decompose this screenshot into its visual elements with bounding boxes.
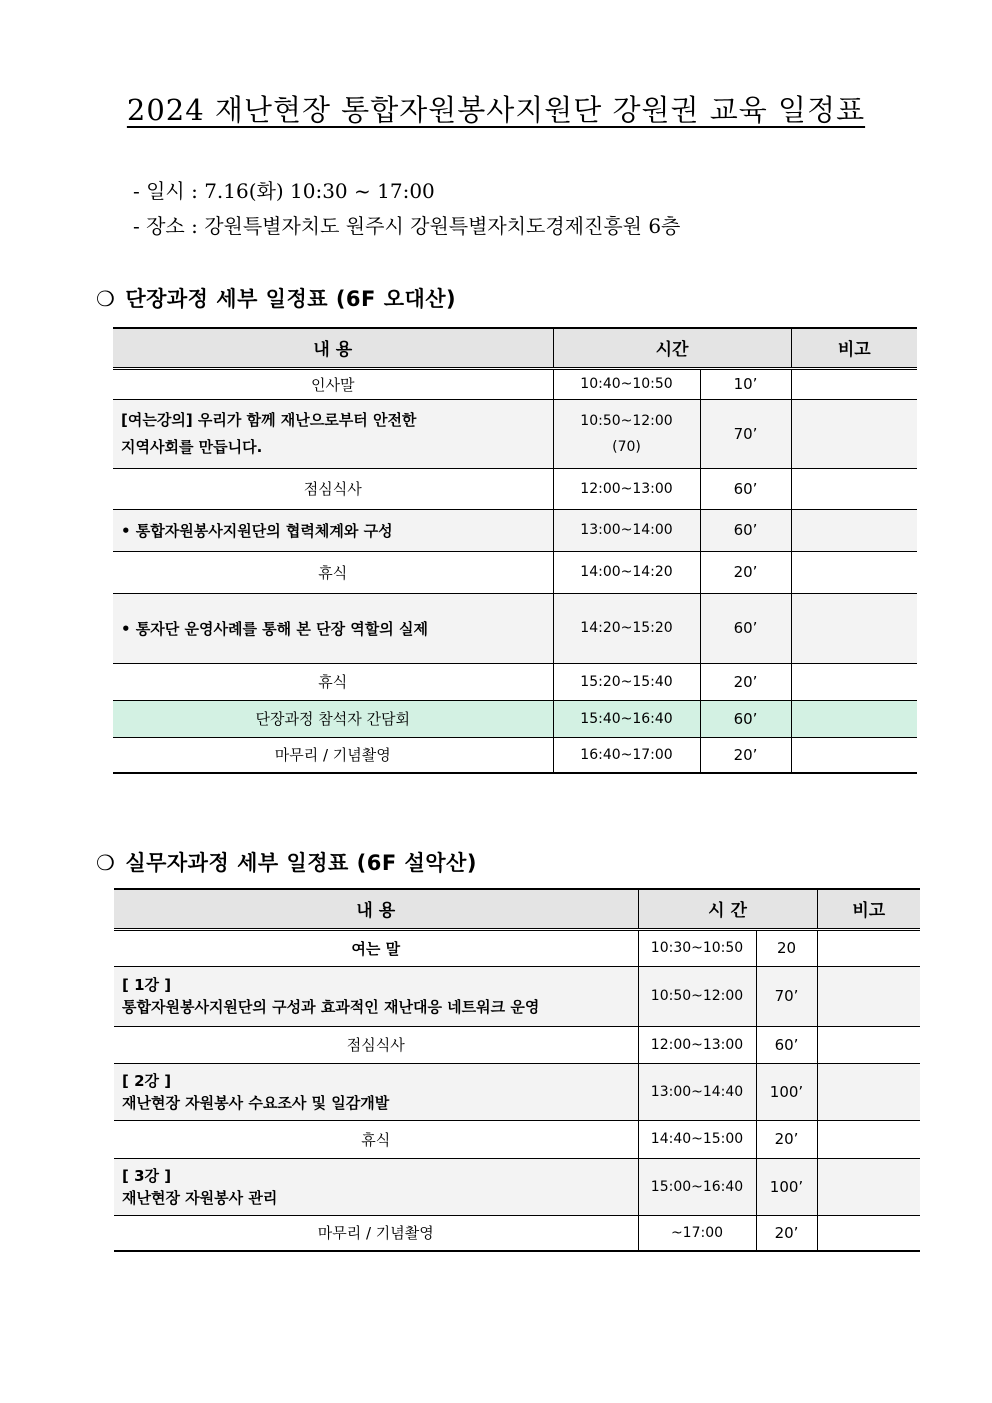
row-time: 13:00~14:00 bbox=[553, 509, 700, 551]
header-note: 비고 bbox=[817, 889, 920, 929]
row-minutes: 20 bbox=[756, 929, 817, 966]
row-time: 10:50~12:00 (70) bbox=[553, 399, 700, 468]
row-minutes: 20’ bbox=[756, 1120, 817, 1158]
row-content: • 통합자원봉사지원단의 협력체계와 구성 bbox=[113, 509, 553, 551]
row-minutes: 60’ bbox=[700, 509, 791, 551]
row-content: 휴식 bbox=[113, 551, 553, 593]
row-content: 휴식 bbox=[113, 663, 553, 700]
table-row bbox=[113, 468, 917, 509]
header-content: 내 용 bbox=[114, 889, 638, 929]
row-minutes: 20’ bbox=[700, 737, 791, 773]
table-header-row bbox=[113, 328, 917, 368]
row-note bbox=[791, 368, 917, 399]
row-note bbox=[791, 700, 917, 737]
table-row bbox=[113, 509, 917, 551]
row-content: • 통자단 운영사례를 통해 본 단장 역할의 실제 bbox=[113, 593, 553, 663]
table-row bbox=[113, 700, 917, 737]
row-time: 10:50~12:00 bbox=[638, 966, 756, 1026]
row-note bbox=[791, 551, 917, 593]
row-minutes: 70’ bbox=[700, 399, 791, 468]
table-row bbox=[113, 551, 917, 593]
section1-title: ❍ 단장과정 세부 일정표 (6F 오대산) bbox=[96, 287, 457, 311]
table-row bbox=[114, 1120, 920, 1158]
row-note bbox=[817, 1120, 920, 1158]
row-note bbox=[817, 966, 920, 1026]
row-content: 마무리 / 기념촬영 bbox=[114, 1215, 638, 1251]
section2-table bbox=[114, 888, 920, 1252]
row-content: 휴식 bbox=[114, 1120, 638, 1158]
section2-title: ❍ 실무자과정 세부 일정표 (6F 설악산) bbox=[96, 851, 477, 875]
table-row bbox=[113, 399, 917, 468]
row-content: 점심식사 bbox=[113, 468, 553, 509]
table-row bbox=[114, 929, 920, 966]
info-date: - 일시 : 7.16(화) 10:30 ~ 17:00 bbox=[133, 179, 435, 203]
row-minutes: 100’ bbox=[756, 1158, 817, 1215]
row-time: 10:30~10:50 bbox=[638, 929, 756, 966]
table-row bbox=[113, 663, 917, 700]
row-time: 10:40~10:50 bbox=[553, 368, 700, 399]
table-row bbox=[114, 1158, 920, 1215]
row-note bbox=[817, 1063, 920, 1120]
row-note bbox=[817, 1215, 920, 1251]
table-row bbox=[114, 1026, 920, 1063]
row-minutes: 20’ bbox=[700, 663, 791, 700]
table-row bbox=[113, 593, 917, 663]
table-row bbox=[114, 1215, 920, 1251]
row-content: 여는 말 bbox=[114, 929, 638, 966]
row-content: 인사말 bbox=[113, 368, 553, 399]
row-note bbox=[791, 399, 917, 468]
header-time: 시간 bbox=[553, 328, 791, 368]
row-note bbox=[791, 593, 917, 663]
row-time: 13:00~14:40 bbox=[638, 1063, 756, 1120]
row-time: 14:20~15:20 bbox=[553, 593, 700, 663]
page-title: 2024 재난현장 통합자원봉사지원단 강원권 교육 일정표 bbox=[126, 93, 866, 127]
row-minutes: 70’ bbox=[756, 966, 817, 1026]
row-note bbox=[817, 1158, 920, 1215]
row-content: [여는강의] 우리가 함께 재난으로부터 안전한 지역사회를 만듭니다. bbox=[113, 399, 553, 468]
row-minutes: 60’ bbox=[756, 1026, 817, 1063]
table-row bbox=[113, 368, 917, 399]
row-minutes: 60’ bbox=[700, 593, 791, 663]
table-row bbox=[114, 1063, 920, 1120]
row-content: [ 2강 ] 재난현장 자원봉사 수요조사 및 일감개발 bbox=[114, 1063, 638, 1120]
row-time: 12:00~13:00 bbox=[638, 1026, 756, 1063]
row-content: [ 1강 ] 통합자원봉사지원단의 구성과 효과적인 재난대응 네트워크 운영 bbox=[114, 966, 638, 1026]
row-note bbox=[791, 468, 917, 509]
row-time: 14:40~15:00 bbox=[638, 1120, 756, 1158]
row-minutes: 100’ bbox=[756, 1063, 817, 1120]
row-minutes: 60’ bbox=[700, 700, 791, 737]
section1-table bbox=[113, 327, 917, 774]
row-note bbox=[817, 1026, 920, 1063]
row-minutes: 60’ bbox=[700, 468, 791, 509]
row-note bbox=[791, 663, 917, 700]
header-note: 비고 bbox=[791, 328, 917, 368]
row-note bbox=[817, 929, 920, 966]
row-time: 12:00~13:00 bbox=[553, 468, 700, 509]
circle-bullet-icon: ❍ bbox=[96, 287, 116, 311]
table-row bbox=[114, 966, 920, 1026]
row-note bbox=[791, 509, 917, 551]
row-content: 마무리 / 기념촬영 bbox=[113, 737, 553, 773]
header-time: 시 간 bbox=[638, 889, 817, 929]
info-place: - 장소 : 강원특별자치도 원주시 강원특별자치도경제진흥원 6층 bbox=[133, 214, 681, 238]
row-time: 15:40~16:40 bbox=[553, 700, 700, 737]
row-time: 15:00~16:40 bbox=[638, 1158, 756, 1215]
table-row bbox=[113, 737, 917, 773]
row-note bbox=[791, 737, 917, 773]
row-minutes: 10’ bbox=[700, 368, 791, 399]
row-content: [ 3강 ] 재난현장 자원봉사 관리 bbox=[114, 1158, 638, 1215]
row-minutes: 20’ bbox=[700, 551, 791, 593]
row-time: 15:20~15:40 bbox=[553, 663, 700, 700]
row-time: 14:00~14:20 bbox=[553, 551, 700, 593]
row-minutes: 20’ bbox=[756, 1215, 817, 1251]
row-time: 16:40~17:00 bbox=[553, 737, 700, 773]
header-content: 내 용 bbox=[113, 328, 553, 368]
table-header-row bbox=[114, 889, 920, 929]
row-content: 단장과정 참석자 간담회 bbox=[113, 700, 553, 737]
row-content: 점심식사 bbox=[114, 1026, 638, 1063]
row-time: ~17:00 bbox=[638, 1215, 756, 1251]
circle-bullet-icon: ❍ bbox=[96, 851, 116, 875]
